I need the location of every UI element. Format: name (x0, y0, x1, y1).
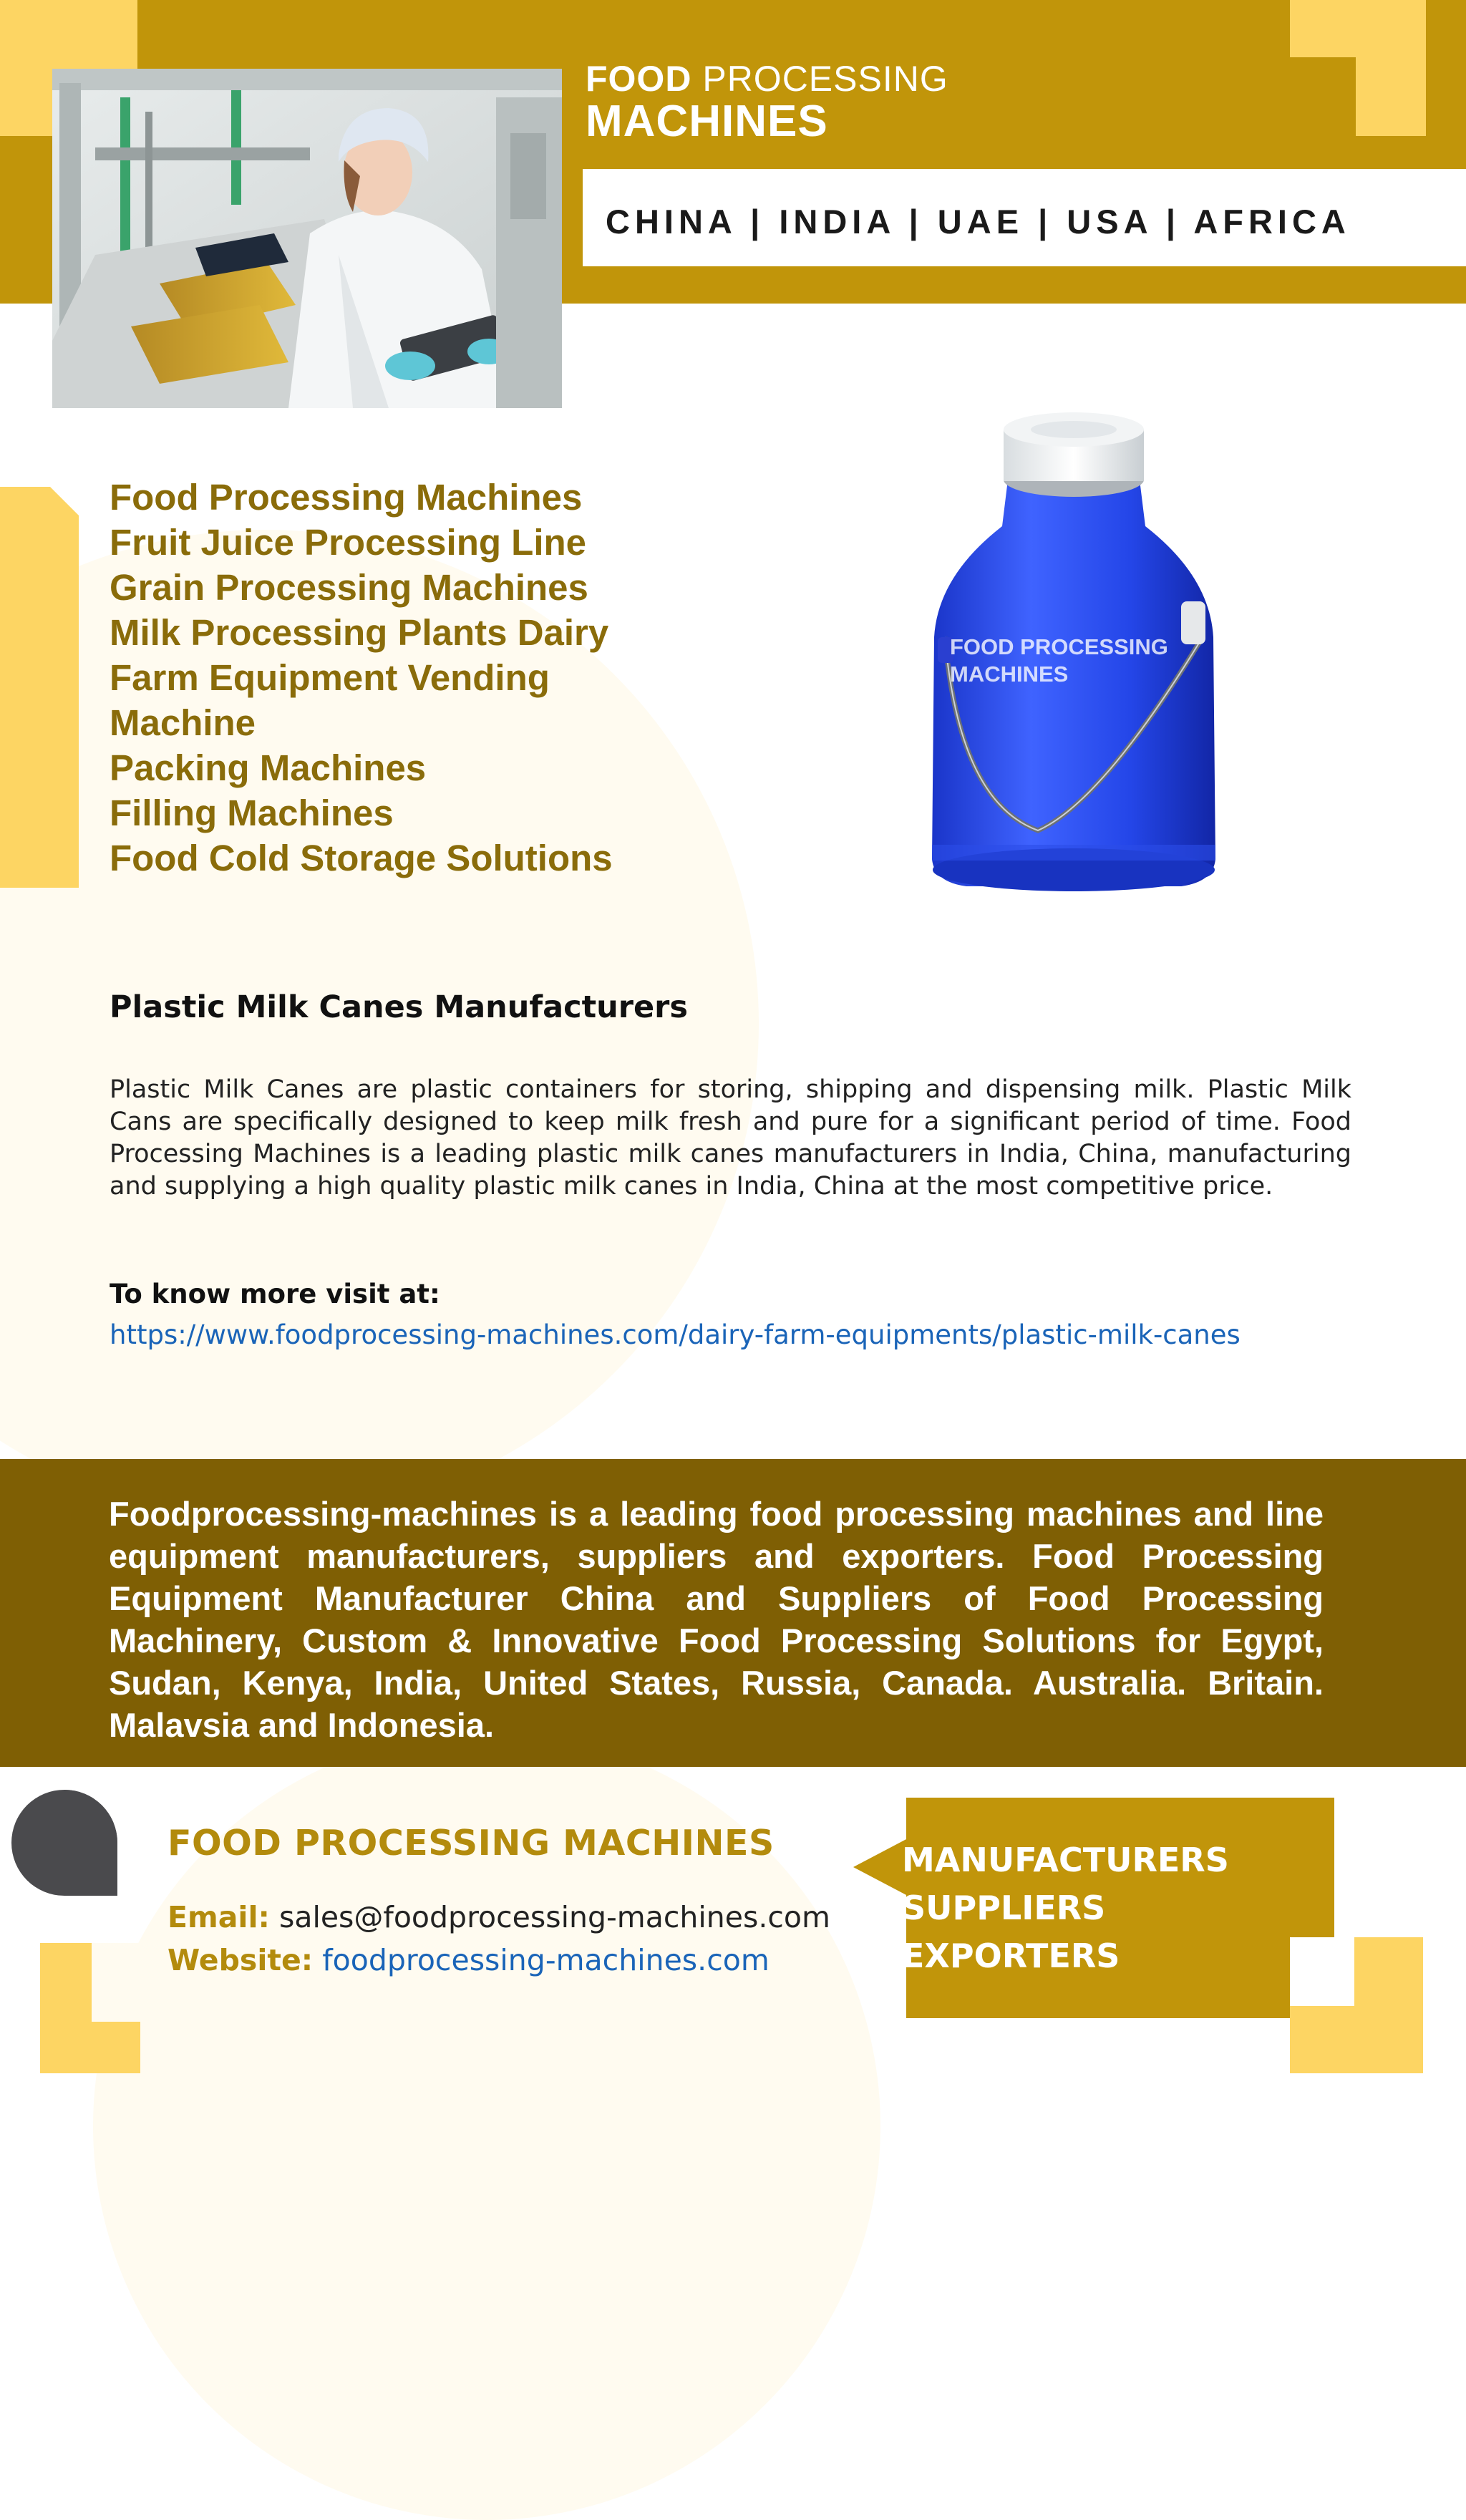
footer-contact (168, 1896, 830, 1982)
product-item: Packing Machines (110, 747, 427, 788)
footer-brand-name: FOOD PROCESSING MACHINES (168, 1823, 775, 1864)
product-item: Grain Processing Machines (110, 567, 588, 608)
side-accent-bar (0, 487, 79, 888)
roles-box-pointer (853, 1838, 908, 1896)
role-item: EXPORTERS (902, 1937, 1120, 1975)
milk-can-watermark (950, 634, 1168, 688)
email-label: Email: (168, 1900, 270, 1934)
website-link[interactable]: foodprocessing-machines.com (322, 1943, 770, 1977)
brand-title-line2: MACHINES (586, 97, 828, 146)
header-brand (586, 59, 948, 145)
contact-email-row (168, 1896, 830, 1939)
corner-deco-top-right-cut (1290, 57, 1356, 136)
countries-list: CHINA | INDIA | UAE | USA | AFRICA (606, 203, 1351, 241)
product-item: Food Cold Storage Solutions (110, 838, 613, 878)
watermark-line2: MACHINES (950, 662, 1069, 687)
footer-quote-icon (11, 1790, 117, 1896)
role-item: SUPPLIERS (902, 1889, 1106, 1927)
brand-word-processing: PROCESSING (702, 59, 948, 99)
product-item: Milk Processing Plants Dairy (110, 612, 609, 653)
product-item: Filling Machines (110, 793, 394, 833)
info-band-text: Foodprocessing-machines is a leading food processing machines and line equipment manufacturers, suppliers and exporters. Food Processing Equipment Manufacturer China and Suppliers of Food Processing Machinery, Custom & Innovative Food Processing Solutions for Egypt, Sudan, Kenya, India, United States, Russia, Canada. Australia. Britain. Malavsia and Indonesia. (109, 1495, 1324, 1744)
header-photo-factory-worker (52, 69, 562, 408)
brand-word-food: FOOD (586, 59, 692, 99)
corner-deco-bottom-left-cut (92, 1943, 140, 2022)
contact-website-row (168, 1939, 830, 1982)
product-item: Fruit Juice Processing Line (110, 522, 587, 563)
article-link[interactable]: https://www.foodprocessing-machines.com/dairy-farm-equipments/plastic-milk-canes (110, 1319, 1241, 1350)
role-item: MANUFACTURERS (902, 1841, 1229, 1879)
roles-list (902, 1836, 1229, 1980)
product-item: Food Processing Machines (110, 477, 583, 518)
brand-title-line1 (586, 59, 948, 99)
email-value[interactable]: sales@foodprocessing-machines.com (278, 1900, 830, 1934)
corner-deco-bottom-right-cut (1290, 1937, 1354, 2006)
article-heading: Plastic Milk Canes Manufacturers (110, 989, 688, 1025)
product-list (110, 475, 613, 881)
product-item: Farm Equipment Vending (110, 657, 550, 698)
watermark-line1: FOOD PROCESSING (950, 634, 1168, 659)
article-paragraph: Plastic Milk Canes are plastic containers for storing, shipping and dispensing milk. Plastic Milk Cans are specifically designed to keep milk fresh and pure for a significant period of time. Food Processing Machines is a leading plastic milk canes manufacturers in India, China, manufacturing and supplying a high quality plastic milk canes in India, China at the most competitive price. (110, 1075, 1351, 1201)
know-more-label: To know more visit at: (110, 1279, 440, 1309)
website-label: Website: (168, 1943, 314, 1977)
corner-deco-top-left-notch (0, 136, 50, 165)
product-item: Machine (110, 702, 256, 743)
